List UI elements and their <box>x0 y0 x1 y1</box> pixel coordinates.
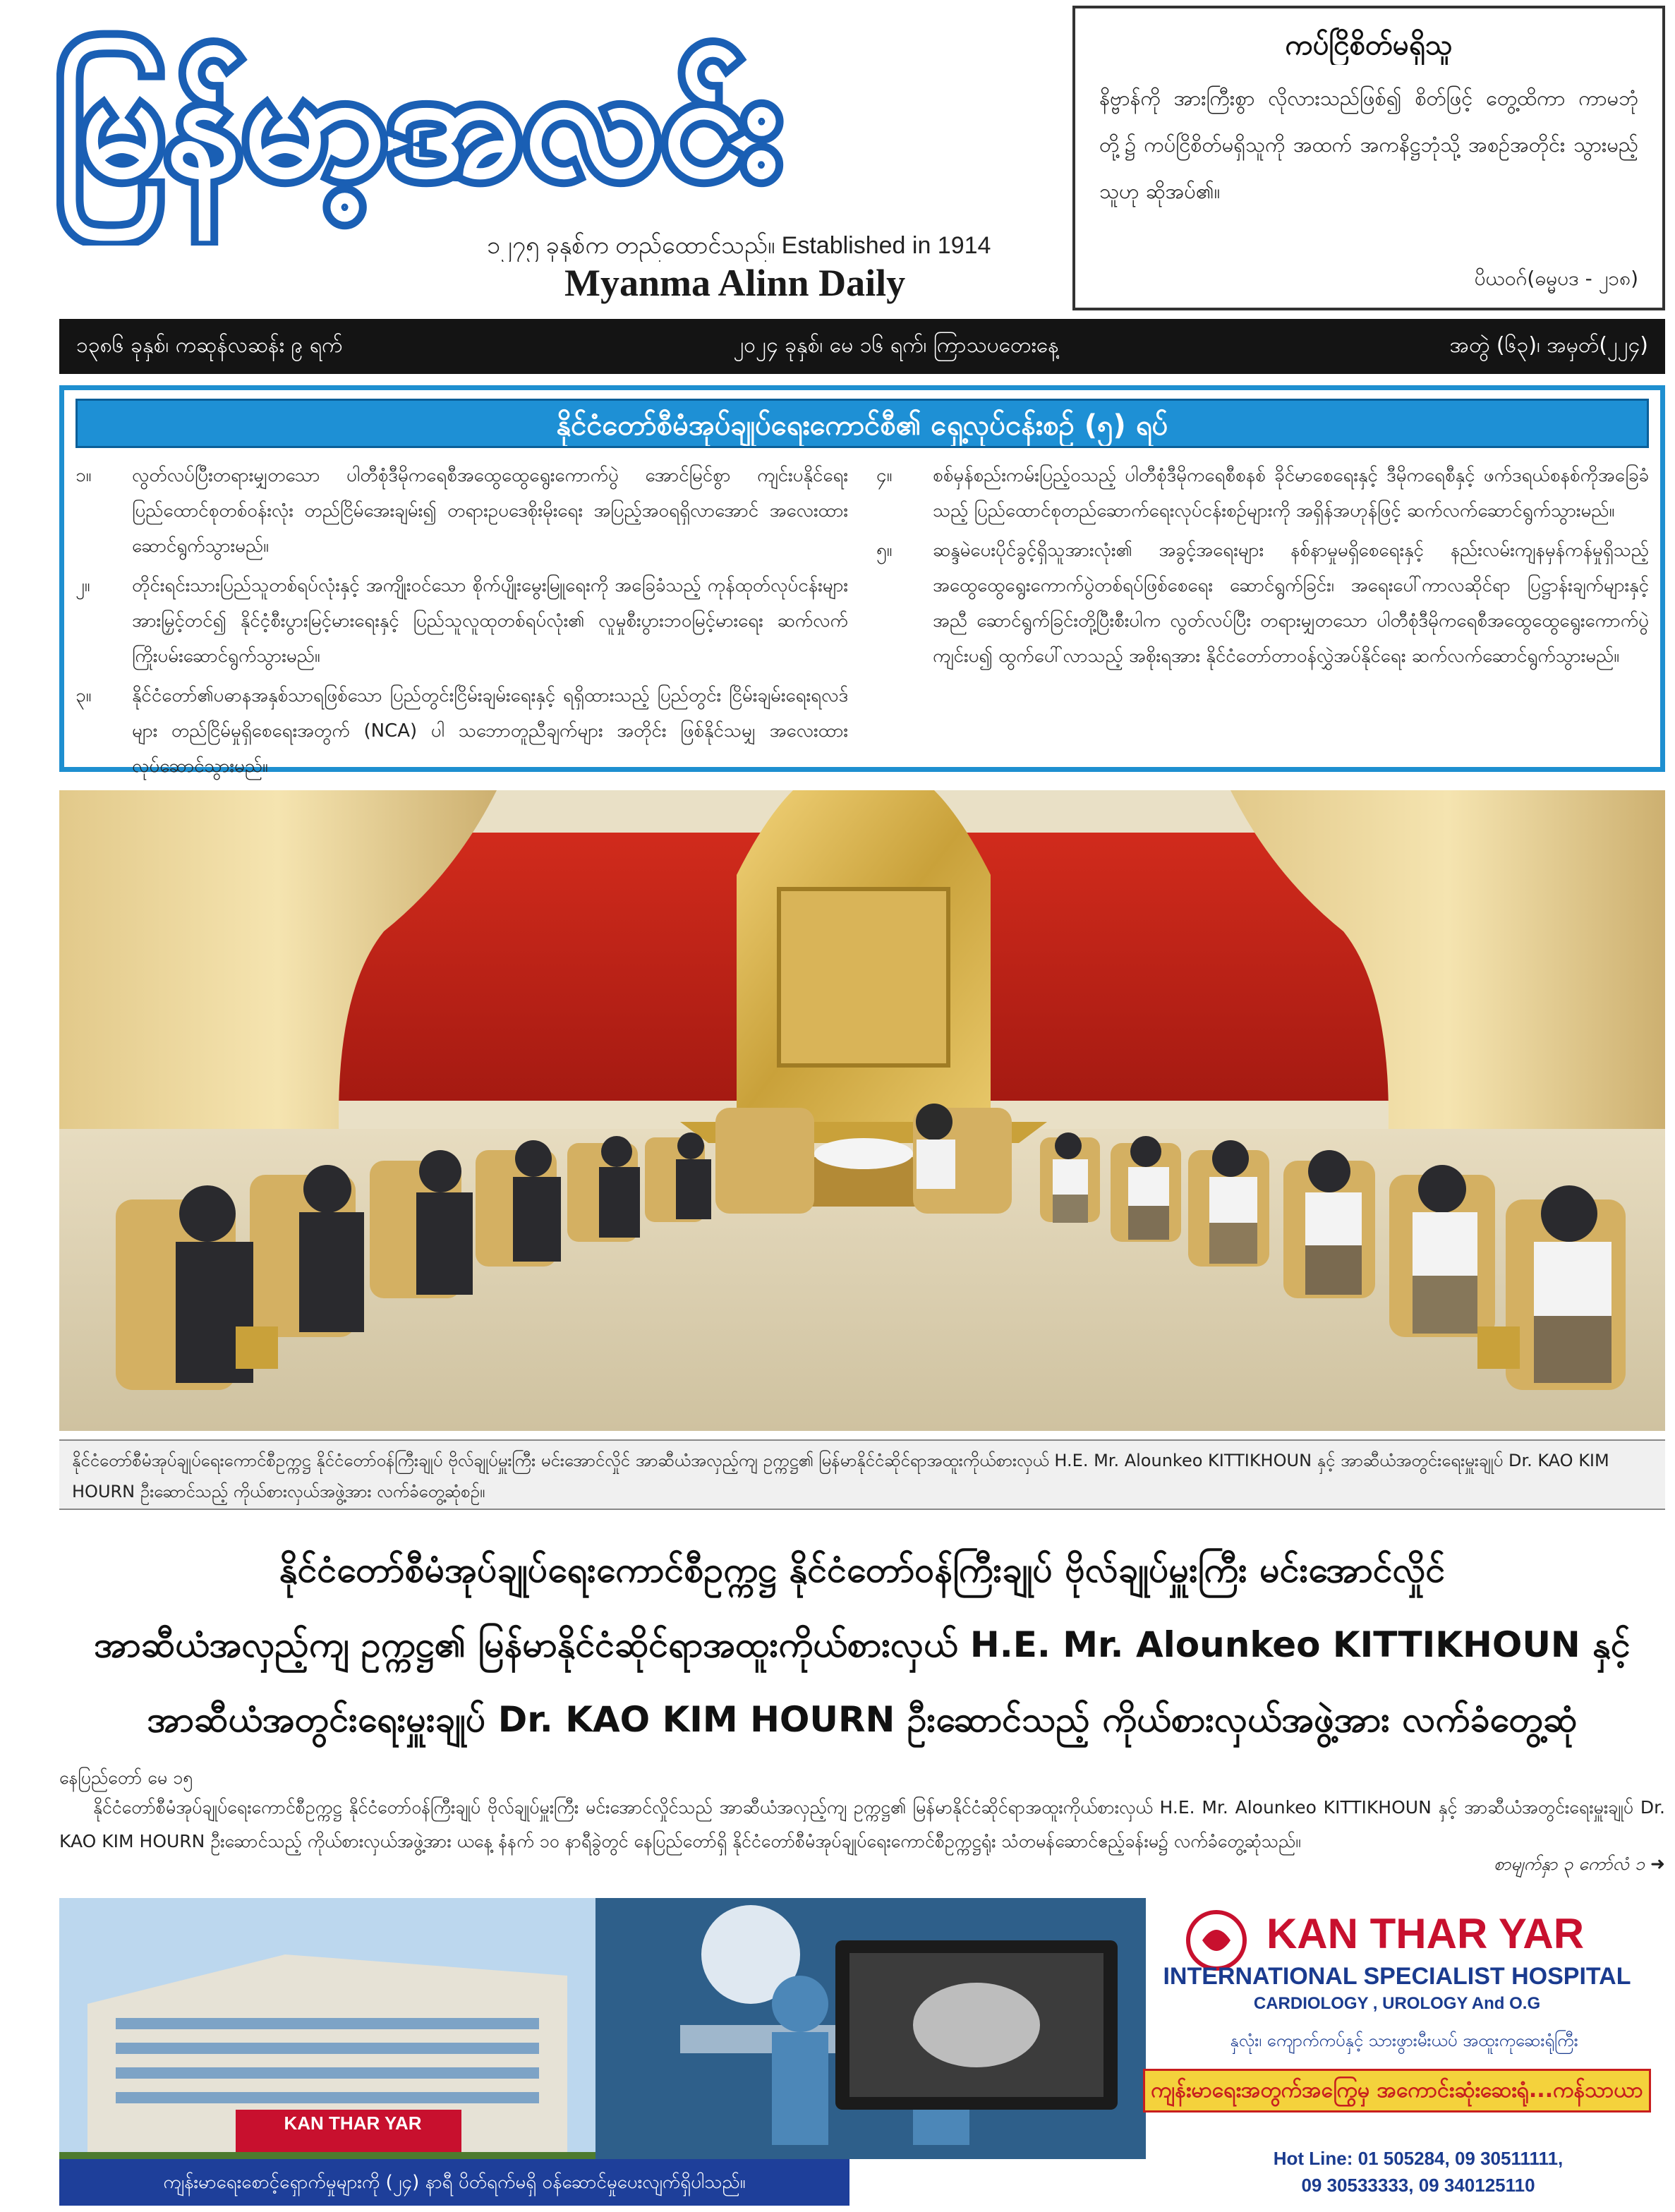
objective-number: ၅။ <box>876 540 893 561</box>
hotline-line: 09 30533333, 09 340125110 <box>1301 2175 1535 2196</box>
gregorian-date: ၂၀၂၄ ခုနှစ်၊ မေ ၁၆ ရက်၊ ကြာသပတေးနေ့ <box>733 332 1059 358</box>
meeting-photo <box>59 790 1665 1431</box>
quote-body: နိဗ္ဗာန်ကို အားကြီးစွာ လိုလားသည်ဖြစ်၍ စိတ်ဖြင့် တွေ့ထိကာ ကာမဘုံတို့၌ ကပ်ငြိစိတ်မရှိသူကို အထက် အကနိဋ္ဌဘုံသို့ အစဉ်အတိုင်း သွားမည့်သူဟု ဆိုအပ်၏။ <box>1099 86 1638 203</box>
date-bar <box>59 319 1665 374</box>
english-name: Myanma Alinn Daily <box>564 262 906 304</box>
objectives-left-column <box>75 458 848 788</box>
headline-line: အာဆီယံအလှည့်ကျ ဥက္ကဋ္ဌ၏ မြန်မာနိုင်ငံဆိုင်ရာအထူးကိုယ်စားလှယ် H.E. Mr. Alounkeo KITTIKHOUN နှင့် <box>94 1624 1631 1665</box>
objective-text: လွတ်လပ်ပြီးတရားမျှတသော ပါတီစုံဒီမိုကရေစီအထွေထွေရွေးကောက်ပွဲ အောင်မြင်စွာ ကျင်းပနိုင်ရေး ပြည်ထောင်စုတစ်ဝန်းလုံး တည်ငြိမ်အေးချမ်း၍ တရားဥပဒေစိုးမိုးရေး အပြည့်အဝရရှိလာအောင် အလေးထားဆောင်ရွက်သွားမည်။ <box>132 465 848 557</box>
ad-specialties: CARDIOLOGY , UROLOGY And O.G <box>1253 1994 1541 2013</box>
objective-text: စစ်မှန်စည်းကမ်းပြည့်ဝသည့် ပါတီစုံဒီမိုကရေစီစနစ် ခိုင်မာစေရေးနှင့် ဒီမိုကရေစီနှင့် ဖက်ဒရယ်စနစ်ကိုအခြေခံသည့် ပြည်ထောင်စုတည်ဆောက်ရေးလုပ်ငန်းစဉ်များကို အရှိန်အဟုန်ဖြင့် ဆက်လက်ဆောင်ရွက်သွားမည်။ <box>933 465 1649 521</box>
continued-on-page[interactable]: စာမျက်နှာ ၃ ကော်လံ ၁ ➜ <box>1494 1854 1665 1874</box>
photo-caption: နိုင်ငံတော်စီမံအုပ်ချုပ်ရေးကောင်စီဥက္ကဋ္ဌ နိုင်ငံတော်ဝန်ကြီးချုပ် ဗိုလ်ချုပ်မှူးကြီး မင်းအောင်လှိုင် အာဆီယံအလှည့်ကျ ဥက္ကဋ္ဌ၏ မြန်မာနိုင်ငံဆိုင်ရာအထူးကိုယ်စားလှယ် H.E. Mr. Alounkeo KITTIKHOUN နှင့် အာဆီယံအတွင်းရေးမှူးချုပ် Dr. KAO KIM HOURN ဦးဆောင်သည့် ကိုယ်စားလှယ်အဖွဲ့အား လက်ခံတွေ့ဆုံစဉ်။ <box>59 1439 1665 1510</box>
dhamma-quote-box <box>1072 6 1665 310</box>
objective-number: ၄။ <box>876 465 893 486</box>
objectives-title: နိုင်ငံတော်စီမံအုပ်ချုပ်ရေးကောင်စီ၏ ရှေ့လုပ်ငန်းစဉ် (၅) ရပ် <box>75 399 1649 448</box>
ad-slogan: ကျန်းမာရေးအတွက်အကြွေမှ အကောင်းဆုံးဆေးရုံ...ကန်သာယာ <box>1143 2069 1651 2113</box>
main-headline <box>59 1533 1665 1758</box>
ad-brand-name: KAN THAR YAR <box>1266 1910 1585 1957</box>
meeting-photo-illustration <box>59 790 1665 1431</box>
story-body: နိုင်ငံတော်စီမံအုပ်ချုပ်ရေးကောင်စီဥက္ကဋ္ဌ နိုင်ငံတော်ဝန်ကြီးချုပ် ဗိုလ်ချုပ်မှူးကြီး မင်းအောင်လှိုင်သည် အာဆီယံအလှည့်ကျ ဥက္ကဋ္ဌ၏ မြန်မာနိုင်ငံဆိုင်ရာအထူးကိုယ်စားလှယ် H.E. Mr. Alounkeo KITTIKHOUN နှင့် အာဆီယံအတွင်းရေးမှူးချုပ် Dr. KAO KIM HOURN ဦးဆောင်သည့် ကိုယ်စားလှယ်အဖွဲ့အား ယနေ့ နံနက် ၁၀ နာရီခွဲတွင် နေပြည်တော်ရှိ နိုင်ငံတော်စီမံအုပ်ချုပ်ရေးကောင်စီဥက္ကဋ္ဌရုံး သံတမန်ဆောင်ဧည့်ခန်းမ၌ လက်ခံတွေ့ဆုံသည်။ <box>59 1797 1665 1851</box>
story-dateline: နေပြည်တော် မေ ၁၅ <box>59 1767 193 1788</box>
quote-source: ပိယဝဂ်(ဓမ္မပဒ - ၂၁၈) <box>1474 267 1638 290</box>
objective-item <box>75 678 848 784</box>
established-note: ၁၂၇၅ ခုနှစ်က တည်ထောင်သည်။ Established in 1914 <box>487 232 991 259</box>
masthead-logo: မြန်မာ့အလင်း <box>56 42 783 210</box>
building-sign: KAN THAR YAR <box>284 2113 422 2134</box>
hotline-line: Hot Line: 01 505284, 09 30511111, <box>1273 2148 1564 2169</box>
ad-banner: ကျန်းမာရေးစောင့်ရှောက်မှုများကို (၂၄) နာရီ ပိတ်ရက်မရှိ ဝန်ဆောင်မှုပေးလျက်ရှိပါသည်။ <box>59 2159 849 2206</box>
objective-text: တိုင်းရင်းသားပြည်သူတစ်ရပ်လုံးနှင့် အကျိုးဝင်သော စိုက်ပျိုးမွေးမြူရေးကို အခြေခံသည့် ကုန်ထုတ်လုပ်ငန်းများအားမြှင့်တင်၍ နိုင်ငံ့စီးပွားမြင့်မားရေးနှင့် ပြည်သူလူထုတစ်ရပ်လုံး၏ လူမှုစီးပွားဘဝမြင့်မားရေး ဆက်လက်ကြိုးပမ်းဆောင်ရွက်သွားမည်။ <box>132 575 848 667</box>
objective-number: ၁။ <box>75 465 92 486</box>
objective-text: နိုင်ငံတော်၏ပဓာနအနှစ်သာရဖြစ်သော ပြည်တွင်းငြိမ်းချမ်းရေးနှင့် ရရှိထားသည့် ပြည်တွင်း ငြိမ်းချမ်းရေးရလဒ်များ တည်ငြိမ်မှုရှိစေရေးအတွက် (NCA) ပါ သဘောတူညီချက်များ အတိုင်း ဖြစ်နိုင်သမျှ အလေးထားလုပ်ဆောင်သွားမည်။ <box>132 685 848 777</box>
ad-services: နှလုံး၊ ကျောက်ကပ်နှင့် သားဖွားမီးယပ် အထူးကုဆေးရုံကြီး <box>1230 2031 1578 2050</box>
objectives-box <box>59 385 1665 777</box>
objective-number: ၂။ <box>75 575 90 596</box>
objective-number: ၃။ <box>75 685 92 706</box>
objective-item <box>876 458 1649 528</box>
ad-hotline[interactable] <box>1185 2145 1651 2208</box>
myanmar-date: ၁၃၈၆ ခုနှစ်၊ ကဆုန်လဆန်း ၉ ရက် <box>76 332 343 358</box>
objectives-right-column <box>876 458 1649 788</box>
headline-line: နိုင်ငံတော်စီမံအုပ်ချုပ်ရေးကောင်စီဥက္ကဋ္ဌ နိုင်ငံတော်ဝန်ကြီးချုပ် ဗိုလ်ချုပ်မှူးကြီး မင်းအောင်လှိုင် <box>279 1549 1446 1590</box>
volume-number: အတွဲ (၆၃)၊ အမှတ်(၂၂၄) <box>1449 332 1648 358</box>
objective-item <box>75 458 848 564</box>
ad-subtitle: INTERNATIONAL SPECIALIST HOSPITAL <box>1163 1963 1631 1990</box>
objective-item <box>75 568 848 674</box>
quote-title: ကပ်ငြိစိတ်မရှိသူ <box>1285 29 1453 61</box>
headline-line: အာဆီယံအတွင်းရေးမှူးချုပ် Dr. KAO KIM HOURN ဦးဆောင်သည့် ကိုယ်စားလှယ်အဖွဲ့အား လက်ခံတွေ့ဆုံ <box>147 1699 1578 1740</box>
objective-item <box>876 533 1649 674</box>
objective-text: ဆန္ဒမဲပေးပိုင်ခွင့်ရှိသူအားလုံး၏ အခွင့်အရေးများ နစ်နာမှုမရှိစေရေးနှင့် နည်းလမ်းကျနမှန်ကန်မှုရှိသည့် အထွေထွေရွေးကောက်ပွဲတစ်ရပ်ဖြစ်စေရေး ဆောင်ရွက်ခြင်း၊ အရေးပေါ်ကာလဆိုင်ရာ ပြဋ္ဌာန်းချက်များနှင့်အညီ ဆောင်ရွက်ခြင်းတို့ပြီးစီးပါက လွတ်လပ်ပြီး တရားမျှတသော ပါတီစုံဒီမိုကရေစီအထွေထွေရွေးကောက်ပွဲ ကျင်းပ၍ ထွက်ပေါ်လာသည့် အစိုးရအား နိုင်ငံတော်တာဝန်လွှဲအပ်နိုင်ရေး ဆက်လက်ဆောင်ရွက်သွားမည်။ <box>933 540 1649 667</box>
